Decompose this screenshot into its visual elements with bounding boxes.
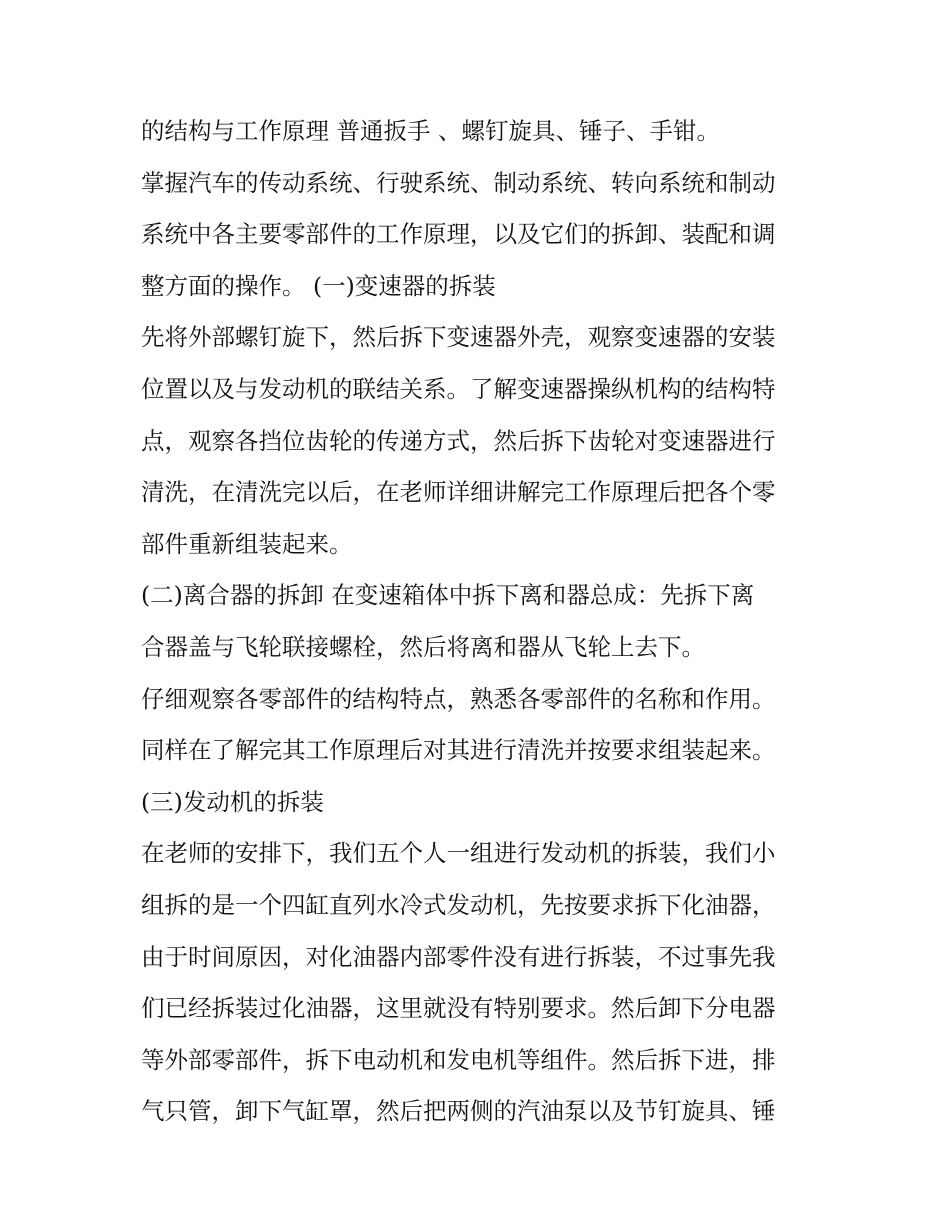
text-line: 先将外部螺钉旋下，然后拆下变速器外壳，观察变速器的安装	[141, 323, 776, 352]
text-line: 清洗，在清洗完以后，在老师详细讲解完工作原理后把各个零	[141, 478, 776, 507]
text-line: 系统中各主要零部件的工作原理，以及它们的拆卸、装配和调	[141, 220, 776, 249]
text-line: 位置以及与发动机的联结关系。了解变速器操纵机构的结构特	[141, 374, 776, 403]
text-line: 部件重新组装起来。	[141, 529, 353, 558]
text-line: (三)发动机的拆装	[141, 787, 324, 816]
text-line: 在老师的安排下，我们五个人一组进行发动机的拆装，我们小	[141, 839, 776, 868]
text-line: 仔细观察各零部件的结构特点，熟悉各零部件的名称和作用。	[141, 684, 776, 713]
text-line: 的结构与工作原理 普通扳手 、螺钉旋具、锤子、手钳。	[141, 117, 720, 145]
text-line: 组拆的是一个四缸直列水冷式发动机，先按要求拆下化油器，	[141, 890, 776, 919]
text-line: 等外部零部件，拆下电动机和发电机等组件。然后拆下进，排	[141, 1045, 776, 1074]
body-text	[141, 106, 821, 1138]
text-line: 同样在了解完其工作原理后对其进行清洗并按要求组装起来。	[141, 736, 776, 765]
text-line: 们已经拆装过化油器，这里就没有特别要求。然后卸下分电器	[141, 994, 776, 1023]
text-line: 由于时间原因，对化油器内部零件没有进行拆装，不过事先我	[141, 942, 776, 971]
text-line: 合器盖与飞轮联接螺栓，然后将离和器从飞轮上去下。	[141, 632, 705, 661]
text-line: 整方面的操作。 (一)变速器的拆装	[141, 271, 496, 300]
text-line: (二)离合器的拆卸 在变速箱体中拆下离和器总成：先拆下离	[141, 581, 755, 610]
text-line: 掌握汽车的传动系统、行驶系统、制动系统、转向系统和制动	[141, 168, 776, 197]
text-line: 点，观察各挡位齿轮的传递方式，然后拆下齿轮对变速器进行	[141, 426, 776, 455]
text-line: 气只管，卸下气缸罩，然后把两侧的汽油泵以及节钉旋具、锤	[141, 1097, 776, 1126]
